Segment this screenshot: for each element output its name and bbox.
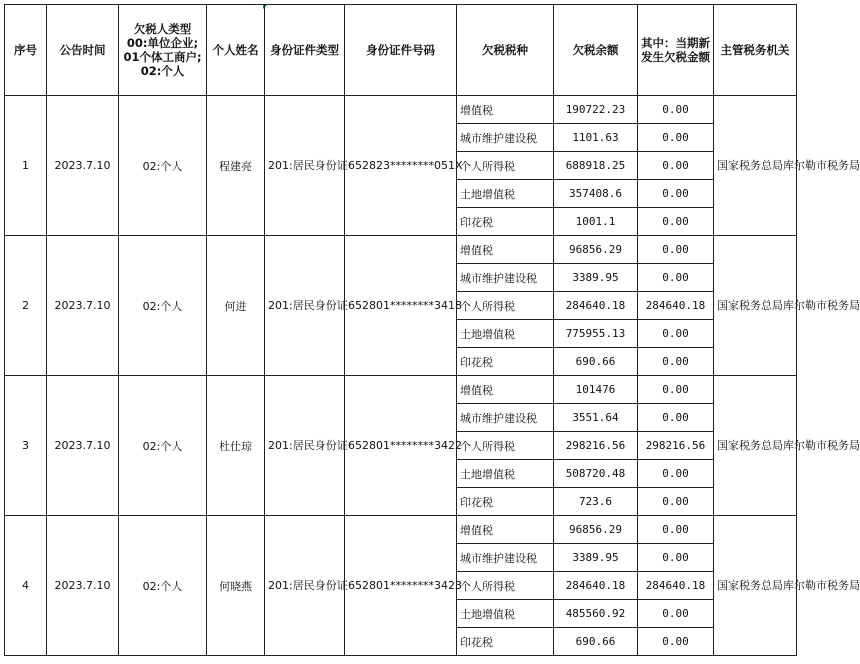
tax-kind-cell: 土地增值税 bbox=[457, 460, 554, 488]
header-seq: 序号 bbox=[5, 5, 47, 96]
seq-cell: 3 bbox=[5, 376, 47, 516]
header-date: 公告时间 bbox=[47, 5, 119, 96]
name-cell: 杜仕琼 bbox=[207, 376, 265, 516]
balance-cell: 96856.29 bbox=[554, 516, 638, 544]
date-cell: 2023.7.10 bbox=[47, 236, 119, 376]
name-cell: 程建亮 bbox=[207, 96, 265, 236]
id-type-cell: 201:居民身份证 bbox=[265, 96, 345, 236]
header-row bbox=[5, 5, 797, 96]
new-amount-cell: 0.00 bbox=[638, 488, 714, 516]
seq-cell: 1 bbox=[5, 96, 47, 236]
new-amount-cell: 0.00 bbox=[638, 544, 714, 572]
taxpayer-type-cell: 02:个人 bbox=[119, 516, 207, 656]
tax-kind-cell: 增值税 bbox=[457, 376, 554, 404]
id-number-cell: 652801********3422 bbox=[345, 376, 457, 516]
taxpayer-type-cell: 02:个人 bbox=[119, 236, 207, 376]
tax-kind-cell: 城市维护建设税 bbox=[457, 544, 554, 572]
tax-kind-cell: 土地增值税 bbox=[457, 320, 554, 348]
balance-cell: 723.6 bbox=[554, 488, 638, 516]
balance-cell: 357408.6 bbox=[554, 180, 638, 208]
date-cell: 2023.7.10 bbox=[47, 516, 119, 656]
tax-kind-cell: 印花税 bbox=[457, 208, 554, 236]
tax-kind-cell: 增值税 bbox=[457, 96, 554, 124]
new-amount-cell: 0.00 bbox=[638, 264, 714, 292]
header-id-type: 身份证件类型 bbox=[265, 5, 345, 96]
taxpayer-type-cell: 02:个人 bbox=[119, 376, 207, 516]
new-amount-cell: 0.00 bbox=[638, 404, 714, 432]
new-amount-cell: 0.00 bbox=[638, 376, 714, 404]
new-amount-cell: 0.00 bbox=[638, 348, 714, 376]
new-amount-cell: 0.00 bbox=[638, 516, 714, 544]
id-number-cell: 652823********051X bbox=[345, 96, 457, 236]
name-cell: 何进 bbox=[207, 236, 265, 376]
balance-cell: 690.66 bbox=[554, 628, 638, 656]
tax-kind-cell: 城市维护建设税 bbox=[457, 124, 554, 152]
tax-kind-cell: 增值税 bbox=[457, 236, 554, 264]
new-amount-cell: 0.00 bbox=[638, 180, 714, 208]
table-body bbox=[5, 96, 860, 656]
tax-kind-cell: 个人所得税 bbox=[457, 292, 554, 320]
new-amount-cell: 0.00 bbox=[638, 152, 714, 180]
authority-cell: 国家税务总局库尔勒市税务局 bbox=[714, 516, 797, 656]
balance-cell: 190722.23 bbox=[554, 96, 638, 124]
balance-cell: 1101.63 bbox=[554, 124, 638, 152]
taxpayer-type-cell: 02:个人 bbox=[119, 96, 207, 236]
tax-kind-cell: 印花税 bbox=[457, 488, 554, 516]
new-amount-cell: 0.00 bbox=[638, 208, 714, 236]
new-amount-cell: 284640.18 bbox=[638, 292, 714, 320]
balance-cell: 485560.92 bbox=[554, 600, 638, 628]
header-id-number: 身份证件号码 bbox=[345, 5, 457, 96]
new-amount-cell: 0.00 bbox=[638, 600, 714, 628]
balance-cell: 284640.18 bbox=[554, 292, 638, 320]
table-row bbox=[5, 516, 797, 544]
name-cell: 何晓燕 bbox=[207, 516, 265, 656]
tax-kind-cell: 个人所得税 bbox=[457, 572, 554, 600]
table-row bbox=[5, 96, 797, 124]
header-taxpayer-type: 欠税人类型 00:单位企业; 01个体工商户; 02:个人 bbox=[119, 5, 207, 96]
id-number-cell: 652801********3423 bbox=[345, 516, 457, 656]
id-number-cell: 652801********3418 bbox=[345, 236, 457, 376]
id-type-cell: 201:居民身份证 bbox=[265, 236, 345, 376]
tax-kind-cell: 城市维护建设税 bbox=[457, 264, 554, 292]
date-cell: 2023.7.10 bbox=[47, 376, 119, 516]
tax-kind-cell: 个人所得税 bbox=[457, 432, 554, 460]
balance-cell: 3389.95 bbox=[554, 544, 638, 572]
header-name: 个人姓名 bbox=[207, 5, 265, 96]
new-amount-cell: 284640.18 bbox=[638, 572, 714, 600]
tax-kind-cell: 印花税 bbox=[457, 348, 554, 376]
new-amount-cell: 0.00 bbox=[638, 96, 714, 124]
id-type-cell: 201:居民身份证 bbox=[265, 516, 345, 656]
new-amount-cell: 0.00 bbox=[638, 460, 714, 488]
balance-cell: 1001.1 bbox=[554, 208, 638, 236]
balance-cell: 3551.64 bbox=[554, 404, 638, 432]
tax-kind-cell: 城市维护建设税 bbox=[457, 404, 554, 432]
tax-kind-cell: 印花税 bbox=[457, 628, 554, 656]
authority-cell: 国家税务总局库尔勒市税务局 bbox=[714, 376, 797, 516]
new-amount-cell: 0.00 bbox=[638, 628, 714, 656]
balance-cell: 101476 bbox=[554, 376, 638, 404]
tax-kind-cell: 增值税 bbox=[457, 516, 554, 544]
seq-cell: 4 bbox=[5, 516, 47, 656]
tax-kind-cell: 土地增值税 bbox=[457, 600, 554, 628]
authority-cell: 国家税务总局库尔勒市税务局 bbox=[714, 236, 797, 376]
new-amount-cell: 0.00 bbox=[638, 236, 714, 264]
table-row bbox=[5, 376, 797, 404]
balance-cell: 298216.56 bbox=[554, 432, 638, 460]
header-tax-kind: 欠税税种 bbox=[457, 5, 554, 96]
tax-arrears-table bbox=[4, 4, 860, 656]
balance-cell: 96856.29 bbox=[554, 236, 638, 264]
header-authority: 主管税务机关 bbox=[714, 5, 797, 96]
balance-cell: 688918.25 bbox=[554, 152, 638, 180]
authority-cell: 国家税务总局库尔勒市税务局 bbox=[714, 96, 797, 236]
tax-kind-cell: 个人所得税 bbox=[457, 152, 554, 180]
new-amount-cell: 0.00 bbox=[638, 124, 714, 152]
header-new-amount: 其中：当期新发生欠税金额 bbox=[638, 5, 714, 96]
new-amount-cell: 298216.56 bbox=[638, 432, 714, 460]
balance-cell: 284640.18 bbox=[554, 572, 638, 600]
balance-cell: 508720.48 bbox=[554, 460, 638, 488]
id-type-cell: 201:居民身份证 bbox=[265, 376, 345, 516]
header-balance: 欠税余额 bbox=[554, 5, 638, 96]
balance-cell: 690.66 bbox=[554, 348, 638, 376]
date-cell: 2023.7.10 bbox=[47, 96, 119, 236]
balance-cell: 3389.95 bbox=[554, 264, 638, 292]
tax-kind-cell: 土地增值税 bbox=[457, 180, 554, 208]
seq-cell: 2 bbox=[5, 236, 47, 376]
new-amount-cell: 0.00 bbox=[638, 320, 714, 348]
balance-cell: 775955.13 bbox=[554, 320, 638, 348]
table-row bbox=[5, 236, 797, 264]
